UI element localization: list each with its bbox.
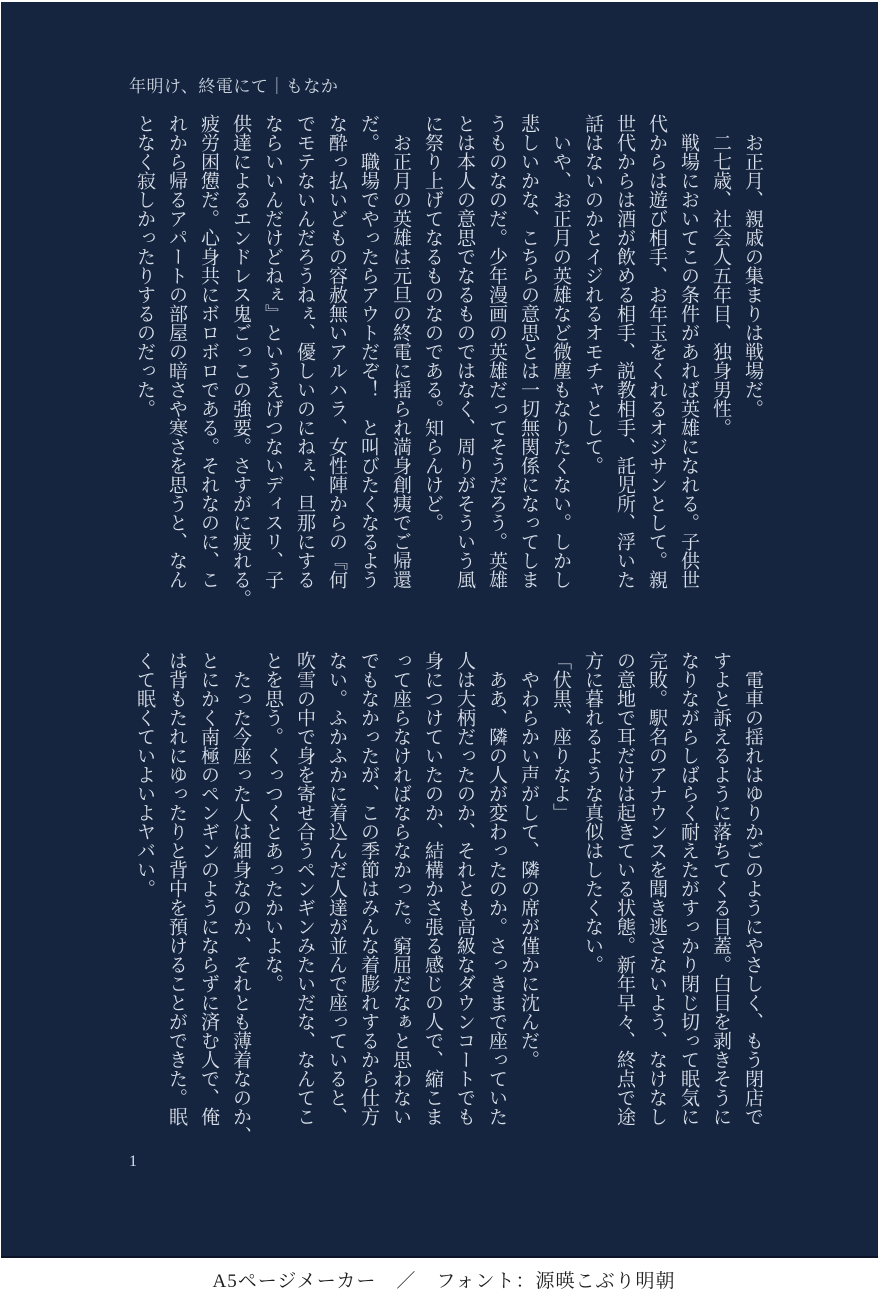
text-column: 人は大柄だったのか、それとも高級なダウンコートでも	[454, 651, 475, 1126]
text-column: 供達によるエンドレス鬼ごっこの強要。さすがに疲れる。	[230, 114, 251, 608]
text-column: うものなのだ。少年漫画の英雄だってそうだろう。英雄	[486, 114, 507, 589]
author-name: もなか	[285, 77, 339, 96]
text-column: お正月、親戚の集まりは戦場だ。	[742, 114, 763, 418]
text-column: 疲労困憊だ。心身共にボロボロである。それなのに、こ	[198, 114, 219, 589]
text-column: 方に暮れるような真似はしたくない。	[582, 651, 603, 974]
text-column: 代からは遊び相手、お年玉をくれるオジサンとして。親	[646, 114, 667, 589]
text-column: に祭り上げてなるものなのである。知らんけど。	[422, 114, 443, 532]
text-column: だ。職場でやったらアウトだぞ！ と叫びたくなるよう	[358, 114, 379, 589]
text-column: すよと訴えるように落ちてくる目蓋。白目を剥きそうに	[710, 651, 731, 1126]
text-column: とにかく南極のペンギンのようにならずに済む人で、俺	[198, 651, 219, 1126]
text-column: 吹雪の中で身を寄せ合うペンギンみたいだな、なんてこ	[294, 651, 315, 1126]
text-column: やわらかい声がして、隣の席が僅かに沈んだ。	[518, 651, 539, 1069]
text-column: 悲しいかな、こちらの意思とは一切無関係になってしま	[518, 114, 539, 589]
text-column: は背もたれにゆったりと背中を預けることができた。眠	[166, 651, 187, 1126]
text-column: なりながらしばらく耐えたがすっかり閉じ切って眠気に	[678, 651, 699, 1126]
text-column: 二七歳、社会人五年目、独身男性。	[710, 114, 731, 437]
text-column: な酔っ払いどもの容赦無いアルハラ、女性陣からの『何	[326, 114, 347, 589]
text-column: って座らなければならなかった。窮屈だなぁと思わない	[390, 651, 411, 1126]
title-author-separator: ｜	[268, 77, 286, 96]
text-column: 電車の揺れはゆりかごのようにやさしく、もう閉店で	[742, 651, 763, 1126]
text-block-bottom	[124, 651, 768, 1151]
text-column: 「伏黒、座りなよ」	[550, 651, 571, 822]
text-block-top	[124, 114, 768, 614]
footer-caption: A5ページメーカー ／ フォント：源暎こぶり明朝	[0, 1258, 888, 1300]
text-column: 完敗。駅名のアナウンスを聞き逃さないよう、なけなし	[646, 651, 667, 1126]
text-column: となく寂しかったりするのだった。	[134, 114, 155, 418]
text-column: いや、お正月の英雄など微塵もなりたくない。しかし	[550, 114, 571, 589]
text-column: くて眠くていよいよヤバい。	[134, 651, 155, 898]
text-column: れから帰るアパートの部屋の暗さや寒さを思うと、なん	[166, 114, 187, 589]
text-column: 話はないのかとイジれるオモチャとして。	[582, 114, 603, 475]
novel-page	[1, 2, 878, 1258]
text-column: ならいいんだけどねぇ』というえげつないディスリ、子	[262, 114, 283, 589]
text-column: 身につけていたのか、結構かさ張る感じの人で、縮こま	[422, 651, 443, 1126]
page-header	[129, 72, 338, 97]
text-column: お正月の英雄は元旦の終電に揺られ満身創痍でご帰還	[390, 114, 411, 589]
text-column: とは本人の意思でなるものではなく、周りがそういう風	[454, 114, 475, 589]
text-column: 世代からは酒が飲める相手、説教相手、託児所、浮いた	[614, 114, 635, 589]
text-column: 戦場においてこの条件があれば英雄になれる。子供世	[678, 114, 699, 589]
text-column: の意地で耳だけは起きている状態。新年早々、終点で途	[614, 651, 635, 1126]
page-number: 1	[129, 1153, 137, 1170]
text-column: たった今座った人は細身なのか、それとも薄着なのか、	[230, 651, 251, 1145]
text-column: でもなかったが、この季節はみんな着膨れするから仕方	[358, 651, 379, 1126]
text-column: ない。ふかふかに着込んだ人達が並んで座っていると、	[326, 651, 347, 1126]
text-column: とを思う。くっつくとあったかいよな。	[262, 651, 283, 993]
story-title: 年明け、終電にて	[129, 77, 269, 96]
text-column: ああ、隣の人が変わったのか。さっきまで座っていた	[486, 651, 507, 1126]
text-column: でモテないんだろうねぇ、優しいのにねぇ、旦那にする	[294, 114, 315, 589]
